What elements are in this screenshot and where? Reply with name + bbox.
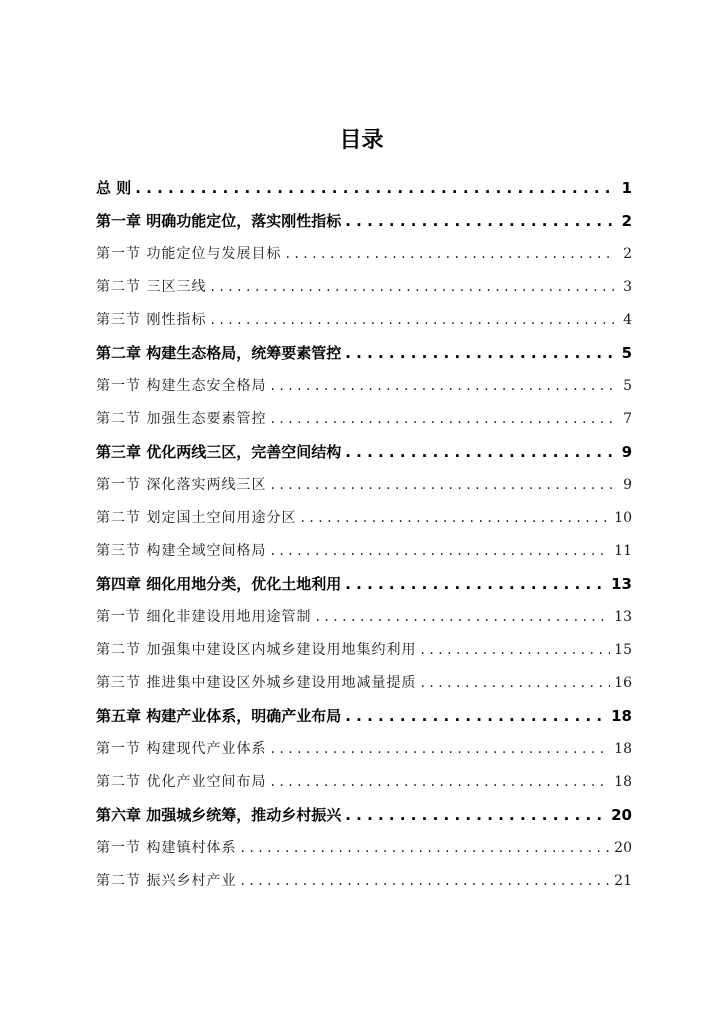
toc-entry-label: 第二章 构建生态格局，统筹要素管控 [96,344,342,362]
toc-entry-label: 第二节 振兴乡村产业 [96,873,237,889]
toc-page-number: 18 [614,741,632,757]
toc-leader-dots [420,667,610,700]
toc-entry-label: 第一节 构建镇村体系 [96,840,237,856]
toc-entry-label: 第二节 三区三线 [96,279,207,295]
toc-entry[interactable] [96,469,632,502]
toc-page-number: 21 [614,873,632,889]
toc-entry[interactable] [96,700,632,733]
toc-leader-dots [345,700,607,733]
toc-entry[interactable] [96,766,632,799]
toc-page-number: 7 [623,411,632,427]
toc-entry[interactable] [96,502,632,535]
toc-leader-dots [240,865,610,898]
toc-leader-dots [270,535,610,568]
toc-entry[interactable] [96,370,632,403]
toc-entry[interactable] [96,865,632,898]
toc-page-number: 3 [623,279,632,295]
toc-page-number: 20 [614,840,632,856]
toc-page-number: 18 [614,774,632,790]
page-title: 目录 [339,128,384,153]
toc-leader-dots [345,337,614,370]
toc-entry[interactable] [96,238,632,271]
toc-entry[interactable] [96,634,632,667]
toc-page-number: 2 [623,246,632,262]
toc-page-number: 10 [614,510,632,526]
toc-entry-label: 第三章 优化两线三区，完善空间结构 [96,443,342,461]
toc-leader-dots [270,403,614,436]
toc-page-number: 13 [611,575,632,593]
toc-page-number: 11 [614,543,632,559]
toc-entry-label: 第二节 划定国土空间用途分区 [96,510,297,526]
toc-entry[interactable] [96,403,632,436]
toc-entry[interactable] [96,436,632,469]
toc-page-number: 2 [621,212,632,230]
toc-entry-label: 第五章 构建产业体系，明确产业布局 [96,707,342,725]
toc-entry[interactable] [96,205,632,238]
toc-leader-dots [240,832,610,865]
toc-leader-dots [210,304,614,337]
toc-leader-dots [270,766,610,799]
toc-leader-dots [270,469,614,502]
toc-leader-dots [300,502,610,535]
toc-page-number: 5 [623,378,632,394]
toc-entry[interactable] [96,799,632,832]
toc-entry-label: 第一节 深化落实两线三区 [96,477,267,493]
toc-leader-dots [345,205,614,238]
toc-page-number: 1 [621,179,632,197]
toc-entry-label: 第六章 加强城乡统筹，推动乡村振兴 [96,806,342,824]
toc-page-number: 4 [623,312,632,328]
toc-leader-dots [420,634,610,667]
toc-entry-label: 第二节 优化产业空间布局 [96,774,267,790]
toc-leader-dots [345,568,607,601]
toc-entry-label: 第三节 刚性指标 [96,312,207,328]
toc-page-number: 13 [614,609,632,625]
toc-entry-label: 第一章 明确功能定位，落实刚性指标 [96,212,342,230]
toc-entry-label: 第四章 细化用地分类，优化土地利用 [96,575,342,593]
toc-entry-label: 第三节 推进集中建设区外城乡建设用地减量提质 [96,675,417,691]
toc-entry-label: 第一节 功能定位与发展目标 [96,246,282,262]
toc-entry[interactable] [96,535,632,568]
toc-entry-label: 第一节 构建现代产业体系 [96,741,267,757]
toc-leader-dots [345,799,607,832]
toc-leader-dots [315,601,610,634]
toc-entry-label: 第二节 加强生态要素管控 [96,411,267,427]
table-of-contents [96,172,632,898]
toc-leader-dots [285,238,614,271]
toc-entry[interactable] [96,601,632,634]
toc-page-number: 20 [611,806,632,824]
toc-entry[interactable] [96,733,632,766]
toc-page-number: 9 [621,443,632,461]
toc-leader-dots [135,172,614,205]
toc-entry-label: 第三节 构建全域空间格局 [96,543,267,559]
toc-entry[interactable] [96,667,632,700]
toc-leader-dots [345,436,614,469]
toc-entry-label: 第一节 构建生态安全格局 [96,378,267,394]
toc-entry[interactable] [96,271,632,304]
toc-page-number: 5 [621,344,632,362]
toc-page-number: 16 [614,675,632,691]
toc-entry-label: 第一节 细化非建设用地用途管制 [96,609,312,625]
toc-entry[interactable] [96,172,632,205]
toc-leader-dots [210,271,614,304]
toc-entry-label: 总 则 [96,179,132,197]
toc-page-number: 9 [623,477,632,493]
toc-entry[interactable] [96,832,632,865]
toc-leader-dots [270,370,614,403]
toc-entry-label: 第二节 加强集中建设区内城乡建设用地集约利用 [96,642,417,658]
toc-entry[interactable] [96,568,632,601]
toc-entry[interactable] [96,304,632,337]
toc-page-number: 18 [611,707,632,725]
toc-entry[interactable] [96,337,632,370]
toc-page-number: 15 [614,642,632,658]
toc-leader-dots [270,733,610,766]
